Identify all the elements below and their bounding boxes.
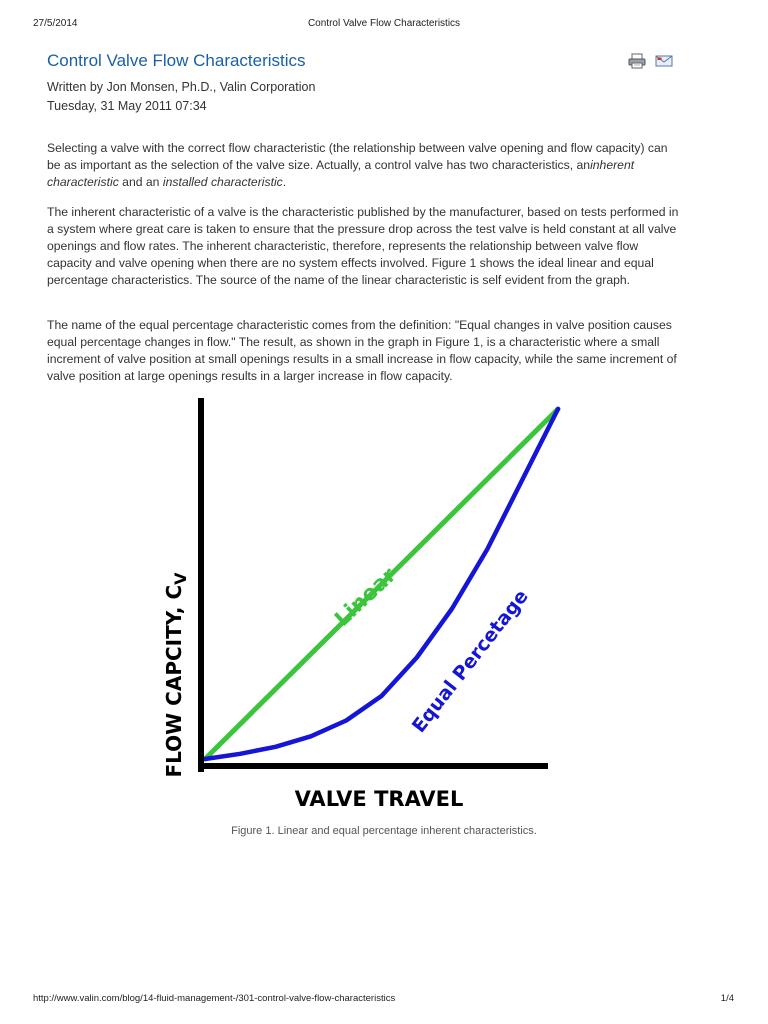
print-date: 27/5/2014: [33, 18, 78, 29]
paragraph-1-and: and an: [118, 175, 163, 189]
article-author: Written by Jon Monsen, Ph.D., Valin Corporation: [47, 80, 316, 94]
print-footer: [0, 993, 768, 1007]
page-url: http://www.valin.com/blog/14-fluid-management-/301-control-valve-flow-characteristics: [33, 993, 396, 1004]
printer-icon[interactable]: [628, 53, 646, 69]
article-title[interactable]: Control Valve Flow Characteristics: [47, 51, 306, 70]
figure-1: [150, 392, 570, 822]
paragraph-1-end: .: [282, 175, 287, 189]
print-page-title: Control Valve Flow Characteristics: [307, 18, 461, 29]
y-axis-label-sub: V: [171, 572, 190, 585]
installed-characteristic-term: installed characteristic: [162, 175, 283, 189]
article-date: Tuesday, 31 May 2011 07:34: [47, 99, 207, 113]
paragraph-2: The inherent characteristic of a valve is the characteristic published by the manufacturer, based on tests performed in a system where great care is taken to ensure that the pressure drop across the test valve is held constant at all valve openings and flow rates. The inherent characteristic, therefore, represents the relationship between valve flow capacity and valve opening when there are no system effects involved. Figure 1 shows the ideal linear and equal percentage characteristics. The source of the name of the linear characteristic is self evident from the graph.: [47, 205, 679, 287]
email-icon[interactable]: [655, 53, 673, 69]
paragraph-3: The name of the equal percentage characteristic comes from the definition: "Equal changes in valve position causes equal percentage changes in flow." The result, as shown in the graph in Figure 1, is a characteristic where a small increment of valve position at small openings results in a small increase in flow capacity, while the same increment of valve position at large openings results in a larger increase in flow capacity.: [47, 318, 677, 383]
linear-series-label: Linear: [329, 562, 401, 631]
paragraph-1-text: Selecting a valve with the correct flow characteristic (the relationship between valve opening and flow capacity) can be as important as the selection of the valve size. Actually, a control valve has two characteristics, an: [47, 141, 668, 172]
article-tools: [628, 53, 673, 69]
x-axis-label: VALVE TRAVEL: [294, 787, 464, 811]
y-axis-label-main: FLOW CAPCITY, C: [162, 584, 186, 778]
y-axis-label: [162, 572, 190, 778]
equal-percentage-series-label: Equal Percetage: [407, 585, 533, 737]
print-header: [0, 18, 768, 32]
figure-caption: Figure 1. Linear and equal percentage inherent characteristics.: [231, 825, 537, 837]
flow-characteristic-chart: [150, 392, 570, 822]
inherent-characteristic-term: inherent characteristic: [47, 158, 635, 189]
page-number: 1/4: [720, 993, 734, 1004]
paragraph-1: [47, 140, 679, 191]
